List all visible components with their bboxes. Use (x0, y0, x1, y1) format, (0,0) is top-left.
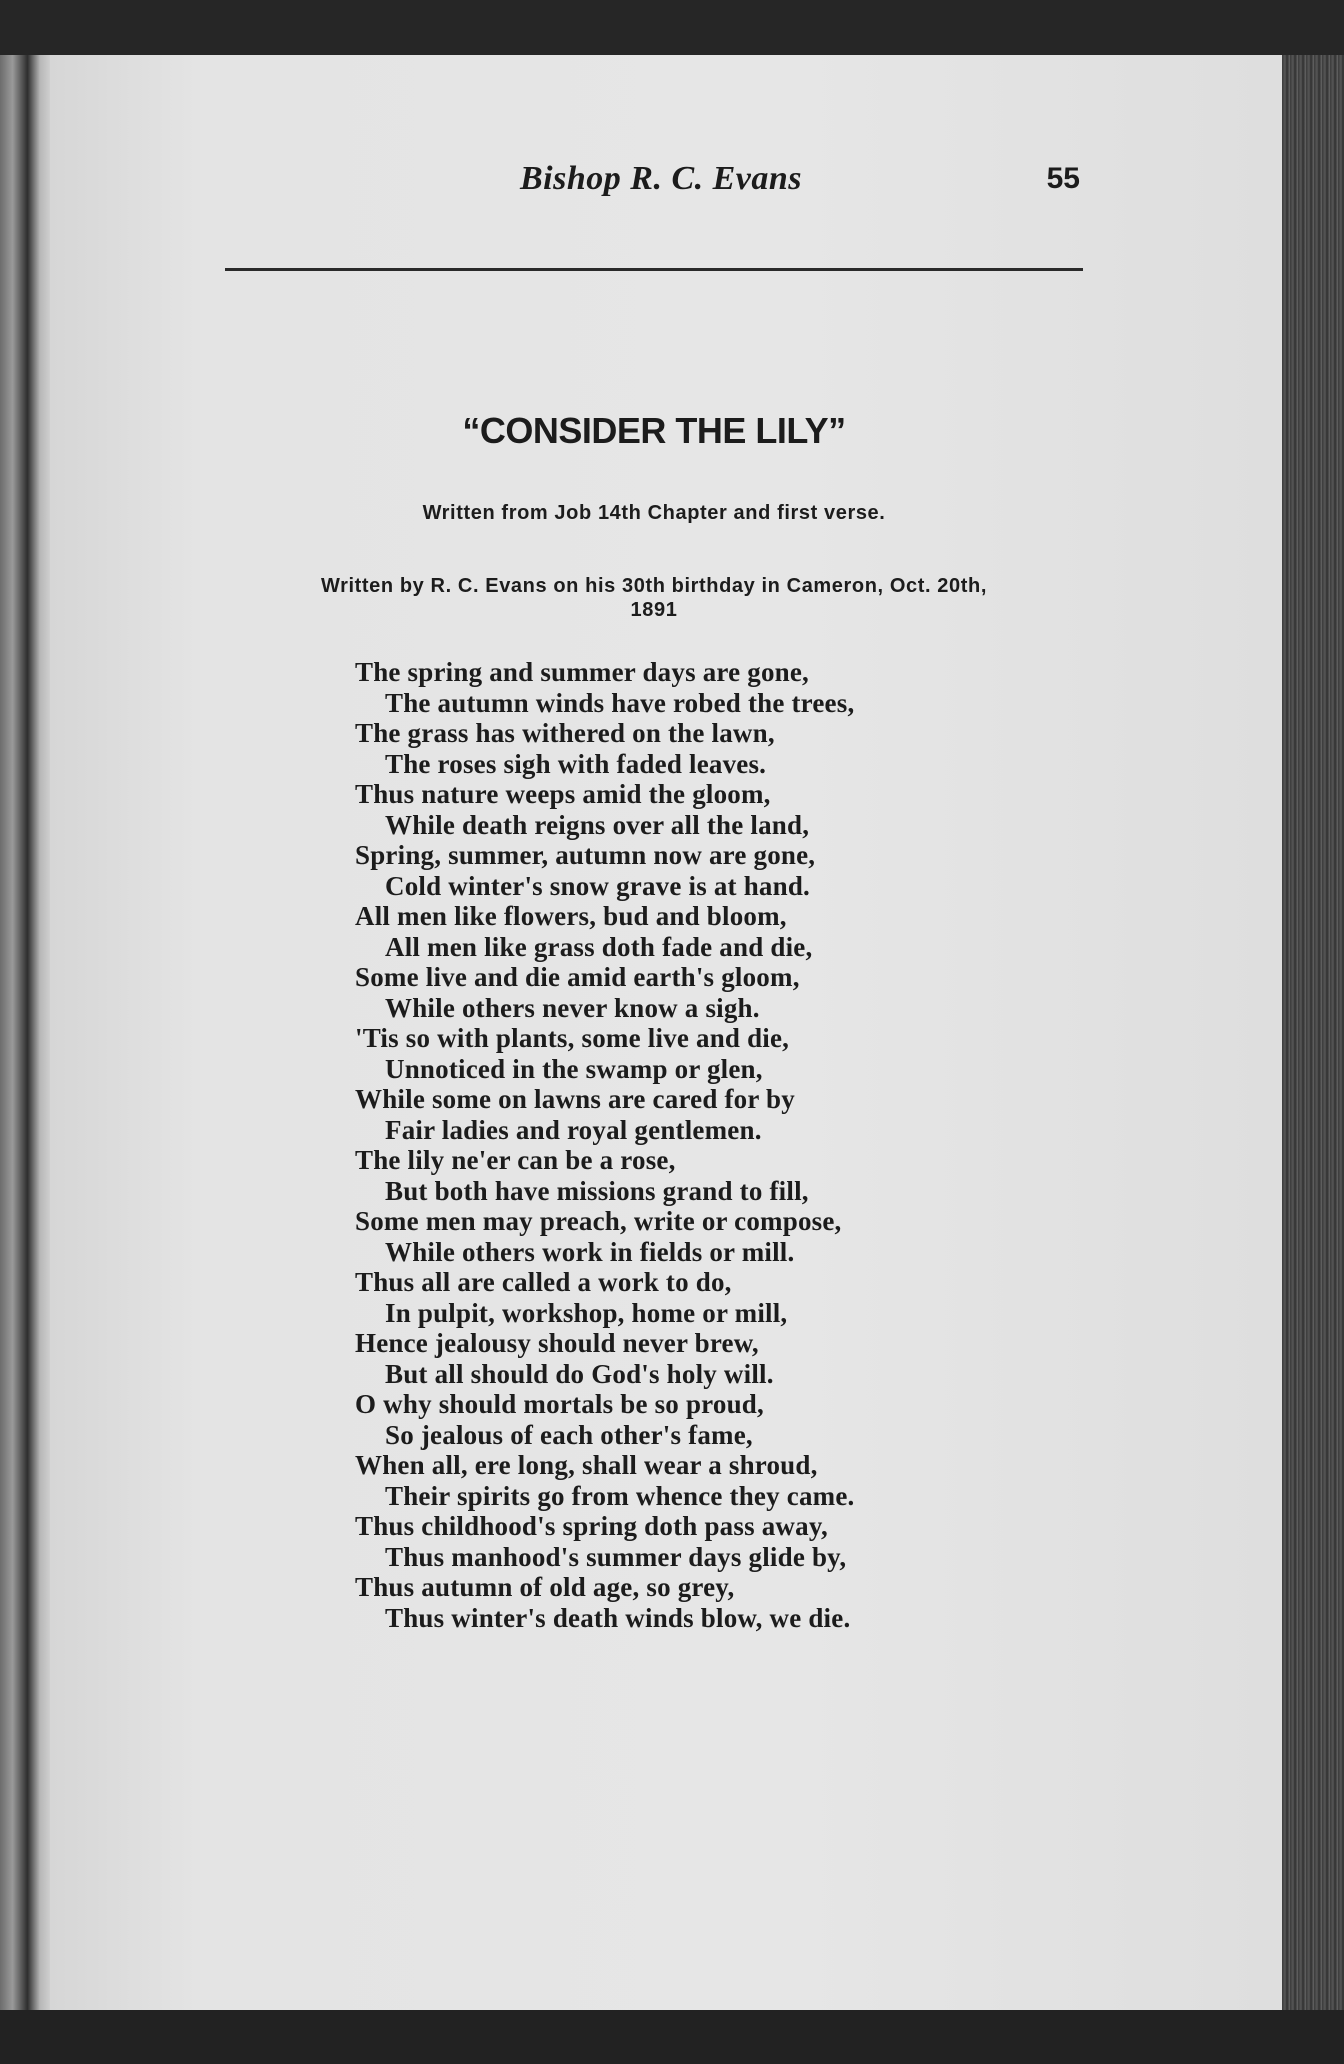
poem-line: Unnoticed in the swamp or glen, (385, 1053, 763, 1084)
running-head (225, 160, 1080, 220)
poem-line: Thus manhood's summer days glide by, (385, 1541, 847, 1572)
poem-dedication (225, 574, 1083, 622)
dedication-line: Written by R. C. Evans on his 30th birthday in Cameron, Oct. 20th, (320, 575, 987, 597)
page-stack-edge (1282, 55, 1344, 2010)
poem-line: While others work in fields or mill. (385, 1236, 795, 1267)
poem-body (355, 657, 1015, 1633)
poem-line: So jealous of each other's fame, (385, 1419, 753, 1450)
poem-line: While death reigns over all the land, (385, 809, 810, 840)
poem-subtitle: Written from Job 14th Chapter and first verse. (422, 502, 886, 524)
page-number: 55 (1046, 162, 1080, 195)
poem-line: The spring and summer days are gone, (355, 657, 810, 687)
poem-line: Thus winter's death winds blow, we die. (385, 1602, 851, 1633)
poem-line: Hence jealousy should never brew, (355, 1328, 759, 1358)
poem-line: Some men may preach, write or compose, (355, 1206, 842, 1236)
poem-line: While some on lawns are cared for by (355, 1084, 795, 1114)
scan-bottom-border (0, 2010, 1344, 2064)
poem-line: Fair ladies and royal gentlemen. (385, 1114, 762, 1145)
poem-line: Thus autumn of old age, so grey, (355, 1572, 735, 1602)
poem-line: Their spirits go from whence they came. (385, 1480, 855, 1511)
poem-title: “CONSIDER THE LILY” (462, 410, 846, 451)
poem-line: 'Tis so with plants, some live and die, (355, 1023, 790, 1053)
header-rule (225, 268, 1083, 271)
poem-line: But both have missions grand to fill, (385, 1175, 809, 1206)
poem-line: All men like grass doth fade and die, (385, 931, 813, 962)
poem-line: Spring, summer, autumn now are gone, (355, 840, 816, 870)
poem-line: In pulpit, workshop, home or mill, (385, 1297, 788, 1328)
poem-line: O why should mortals be so proud, (355, 1389, 764, 1419)
poem-line: The grass has withered on the lawn, (355, 718, 775, 748)
poem-line: All men like flowers, bud and bloom, (355, 901, 787, 931)
poem-line: Cold winter's snow grave is at hand. (385, 870, 810, 901)
poem-line: Thus childhood's spring doth pass away, (355, 1511, 828, 1541)
poem-line: Thus nature weeps amid the gloom, (355, 779, 771, 809)
poem-line: The lily ne'er can be a rose, (355, 1145, 676, 1175)
dedication-year: 1891 (630, 599, 678, 621)
poem-line: The autumn winds have robed the trees, (385, 687, 855, 718)
poem-line: But all should do God's holy will. (385, 1358, 774, 1389)
scan-top-border (0, 0, 1344, 55)
running-title: Bishop R. C. Evans (520, 160, 803, 197)
poem-line: Thus all are called a work to do, (355, 1267, 732, 1297)
book-spine-edge (0, 55, 50, 2010)
poem-line: When all, ere long, shall wear a shroud, (355, 1450, 818, 1480)
poem-line: Some live and die amid earth's gloom, (355, 962, 800, 992)
poem-line: While others never know a sigh. (385, 992, 760, 1023)
poem-line: The roses sigh with faded leaves. (385, 748, 767, 779)
